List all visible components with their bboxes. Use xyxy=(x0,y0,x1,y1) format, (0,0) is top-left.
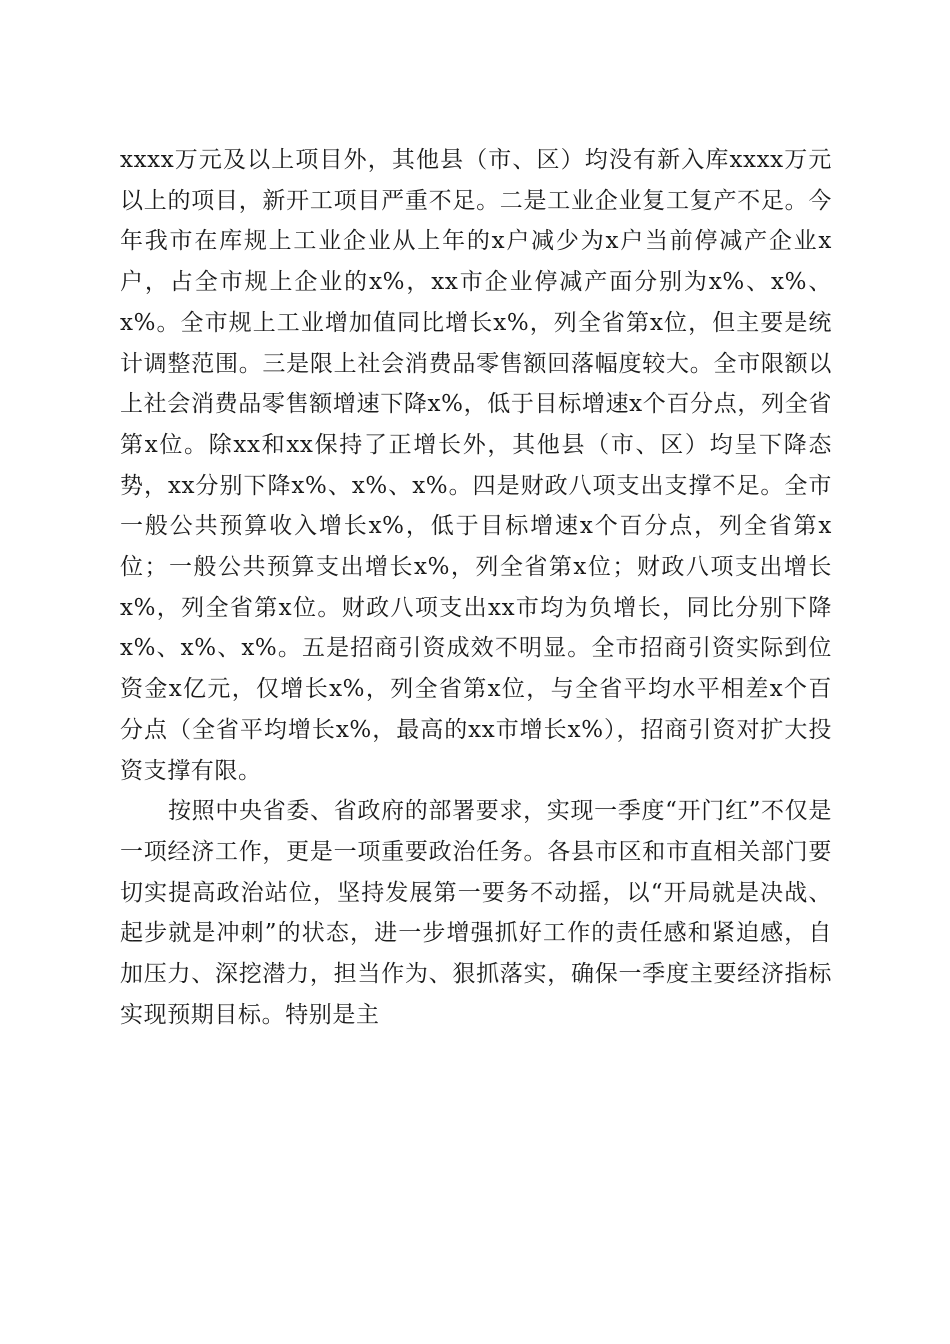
paragraph-continued: xxxx万元及以上项目外，其他县（市、区）均没有新入库xxxx万元以上的项目，新开工项目严重不足。二是工业企业复工复产不足。今年我市在库规上工业企业从上年的x户减少为x户当前停减产企业x户，占全市规上企业的x%，xx市企业停减产面分别为x%、x%、x%。全市规上工业增加值同比增长x%，列全省第x位，但主要是统计调整范围。三是限上社会消费品零售额回落幅度较大。全市限额以上社会消费品零售额增速下降x%，低于目标增速x个百分点，列全省第x位。除xx和xx保持了正增长外，其他县（市、区）均呈下降态势，xx分别下降x%、x%、x%。四是财政八项支出支撑不足。全市一般公共预算收入增长x%，低于目标增速x个百分点，列全省第x位；一般公共预算支出增长x%，列全省第x位；财政八项支出增长x%，列全省第x位。财政八项支出xx市均为负增长，同比分别下降x%、x%、x%。五是招商引资成效不明显。全市招商引资实际到位资金x亿元，仅增长x%，列全省第x位，与全省平均水平相差x个百分点（全省平均增长x%，最高的xx市增长x%），招商引资对扩大投资支撑有限。 xyxy=(120,147,832,784)
document-body xyxy=(120,140,832,1035)
paragraph: 按照中央省委、省政府的部署要求，实现一季度“开门红”不仅是一项经济工作，更是一项重要政治任务。各县市区和市直相关部门要切实提高政治站位，坚持发展第一要务不动摇，以“开局就是决战、起步就是冲刺”的状态，进一步增强抓好工作的责任感和紧迫感，自加压力、深挖潜力，担当作为、狠抓落实，确保一季度主要经济指标实现预期目标。特别是主 xyxy=(120,798,832,1028)
